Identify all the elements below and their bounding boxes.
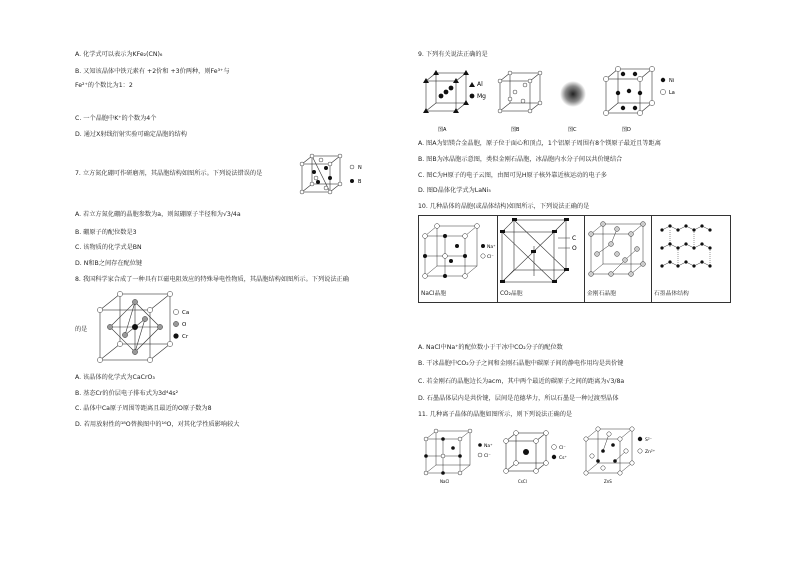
option-b-line2: Fe²⁺的个数比为1：2 [75,82,133,89]
legend-cl-ion: Cl⁻ [487,255,494,260]
calcium-chromate-cell-figure [92,288,202,366]
legend-n: N [358,165,362,171]
fig-d-caption: 图D [622,127,631,133]
q10-option-b: B. 干冰晶胞中CO₂分子之间和金刚石晶胞中碳原子间的静电作用均是共价键 [418,360,624,367]
q7-option-a: A. 若立方氮化硼的晶胞参数为a，则氮硼原子半径和为√3/4a [75,211,241,218]
diamond-cell-figure [585,216,651,286]
q11-ionic-cells-figure [418,423,688,488]
q11-legend-cl: Cl⁻ [484,454,491,459]
legend-ni: Ni [669,78,675,84]
q10-option-a: A. NaCl中Na⁺的配位数小于干冰中CO₂分子的配位数 [418,344,563,351]
crystal-structure-table [418,215,731,303]
q11-caption-nacl: NaCl [440,479,450,484]
caption-graphite: 石墨晶体结构 [654,291,689,297]
q11-caption-cscl: CsCl [518,479,527,484]
legend-mg: Mg [477,93,486,100]
co2-label-c: C [572,235,577,242]
q9-option-d: D. 图D晶体化学式为LaNi₅ [418,187,491,194]
question-7: 7. 立方氮化硼可作研磨剂，其晶胞结构如图所示。下列说法错误的是 [75,170,263,177]
legend-b: B [358,179,362,185]
q8-option-b: B. 基态Cr的价层电子排布式为3d⁴4s² [75,390,179,397]
fig-a-caption: 图A [438,127,447,133]
nacl-cell-figure [419,216,497,286]
question-8-tail: 的是 [75,326,88,333]
q7-option-c: C. 该物质的化学式是BN [75,244,142,251]
co2-cell-figure [498,216,584,286]
legend-cr: Cr [182,334,189,340]
option-c: C. 一个晶胞中K⁺的个数为4个 [75,115,157,122]
question-9: 9. 下列有关说法正确的是 [418,51,488,58]
legend-la: La [669,90,675,96]
caption-nacl: NaCl晶胞 [421,291,447,297]
question-10: 10. 几种晶体的晶胞(或晶体结构)如图所示，下列说法正确的是 [418,203,590,210]
option-a: A. 化学式可以表示为KFe₂(CN)₆ [75,51,163,58]
q8-option-a: A. 该晶体的化学式为CaCrO₃ [75,374,155,381]
fig-c-caption: 图C [568,127,577,133]
q7-option-b: B. 硼原子的配位数是3 [75,229,137,236]
option-b-line1: B. 又知该晶体中铁元素有 +2价和 +3价两种，则Fe³⁺与 [75,68,230,75]
legend-al: Al [477,81,483,88]
q8-option-d: D. 若用放射性的¹⁸O替换图中的¹⁶O，对其化学性质影响较大 [75,421,240,428]
caption-co2: CO₂晶胞 [500,291,523,297]
option-d: D. 通过X射线衍射实验可确定晶胞的结构 [75,131,187,138]
fig-b-caption: 图B [511,127,520,133]
q9-option-b: B. 图B为冰晶胞示意图，类似金刚石晶胞，冰晶胞内水分子间以共价键结合 [418,156,623,163]
q11-legend-cl-2: Cl⁻ [559,446,566,451]
q8-option-c: C. 晶体中Ca原子周围等距离且最近的O原子数为8 [75,405,212,412]
q11-caption-zns: ZnS [604,479,612,484]
q7-option-d: D. N和B之间存在配位键 [75,260,143,267]
question-11: 11. 几种离子晶体的晶胞如图所示，则下列说法正确的是 [418,411,573,418]
legend-o: O [182,322,187,328]
graphite-structure-figure [652,216,730,286]
question-8: 8. 我国科学家合成了一种具有巨磁电阻效应的特殊导电性物质，其晶胞结构如图所示。下列说法正确 [75,276,349,283]
q11-legend-cs: Cs⁺ [559,456,567,461]
q11-legend-na: Na⁺ [484,444,493,449]
q9-option-a: A. 图A为铝镁合金晶胞，原子位于面心和顶点，1个铝原子周围有8个镁原子最近且等距离 [418,140,661,147]
q11-legend-s: S²⁻ [645,438,653,443]
boron-nitride-cell-figure [296,152,376,198]
q9-figures [418,63,718,136]
co2-label-o: O [572,245,577,252]
legend-ca: Ca [182,310,190,316]
q9-option-c: C. 图C为H原子的电子云图，由图可见H原子核外靠近核运动的电子多 [418,172,607,179]
q10-option-d: D. 石墨晶体层内是共价键，层间是范德华力，所以石墨是一种过渡型晶体 [418,395,619,402]
caption-diamond: 金刚石晶胞 [587,291,616,297]
electron-cloud [560,81,586,107]
q11-legend-zn: Zn²⁺ [645,450,656,455]
legend-na-ion: Na⁺ [487,245,496,250]
q10-option-c: C. 若金刚石的晶胞边长为acm，其中两个最近的碳原子之间的距离为√3/8a [418,378,625,385]
